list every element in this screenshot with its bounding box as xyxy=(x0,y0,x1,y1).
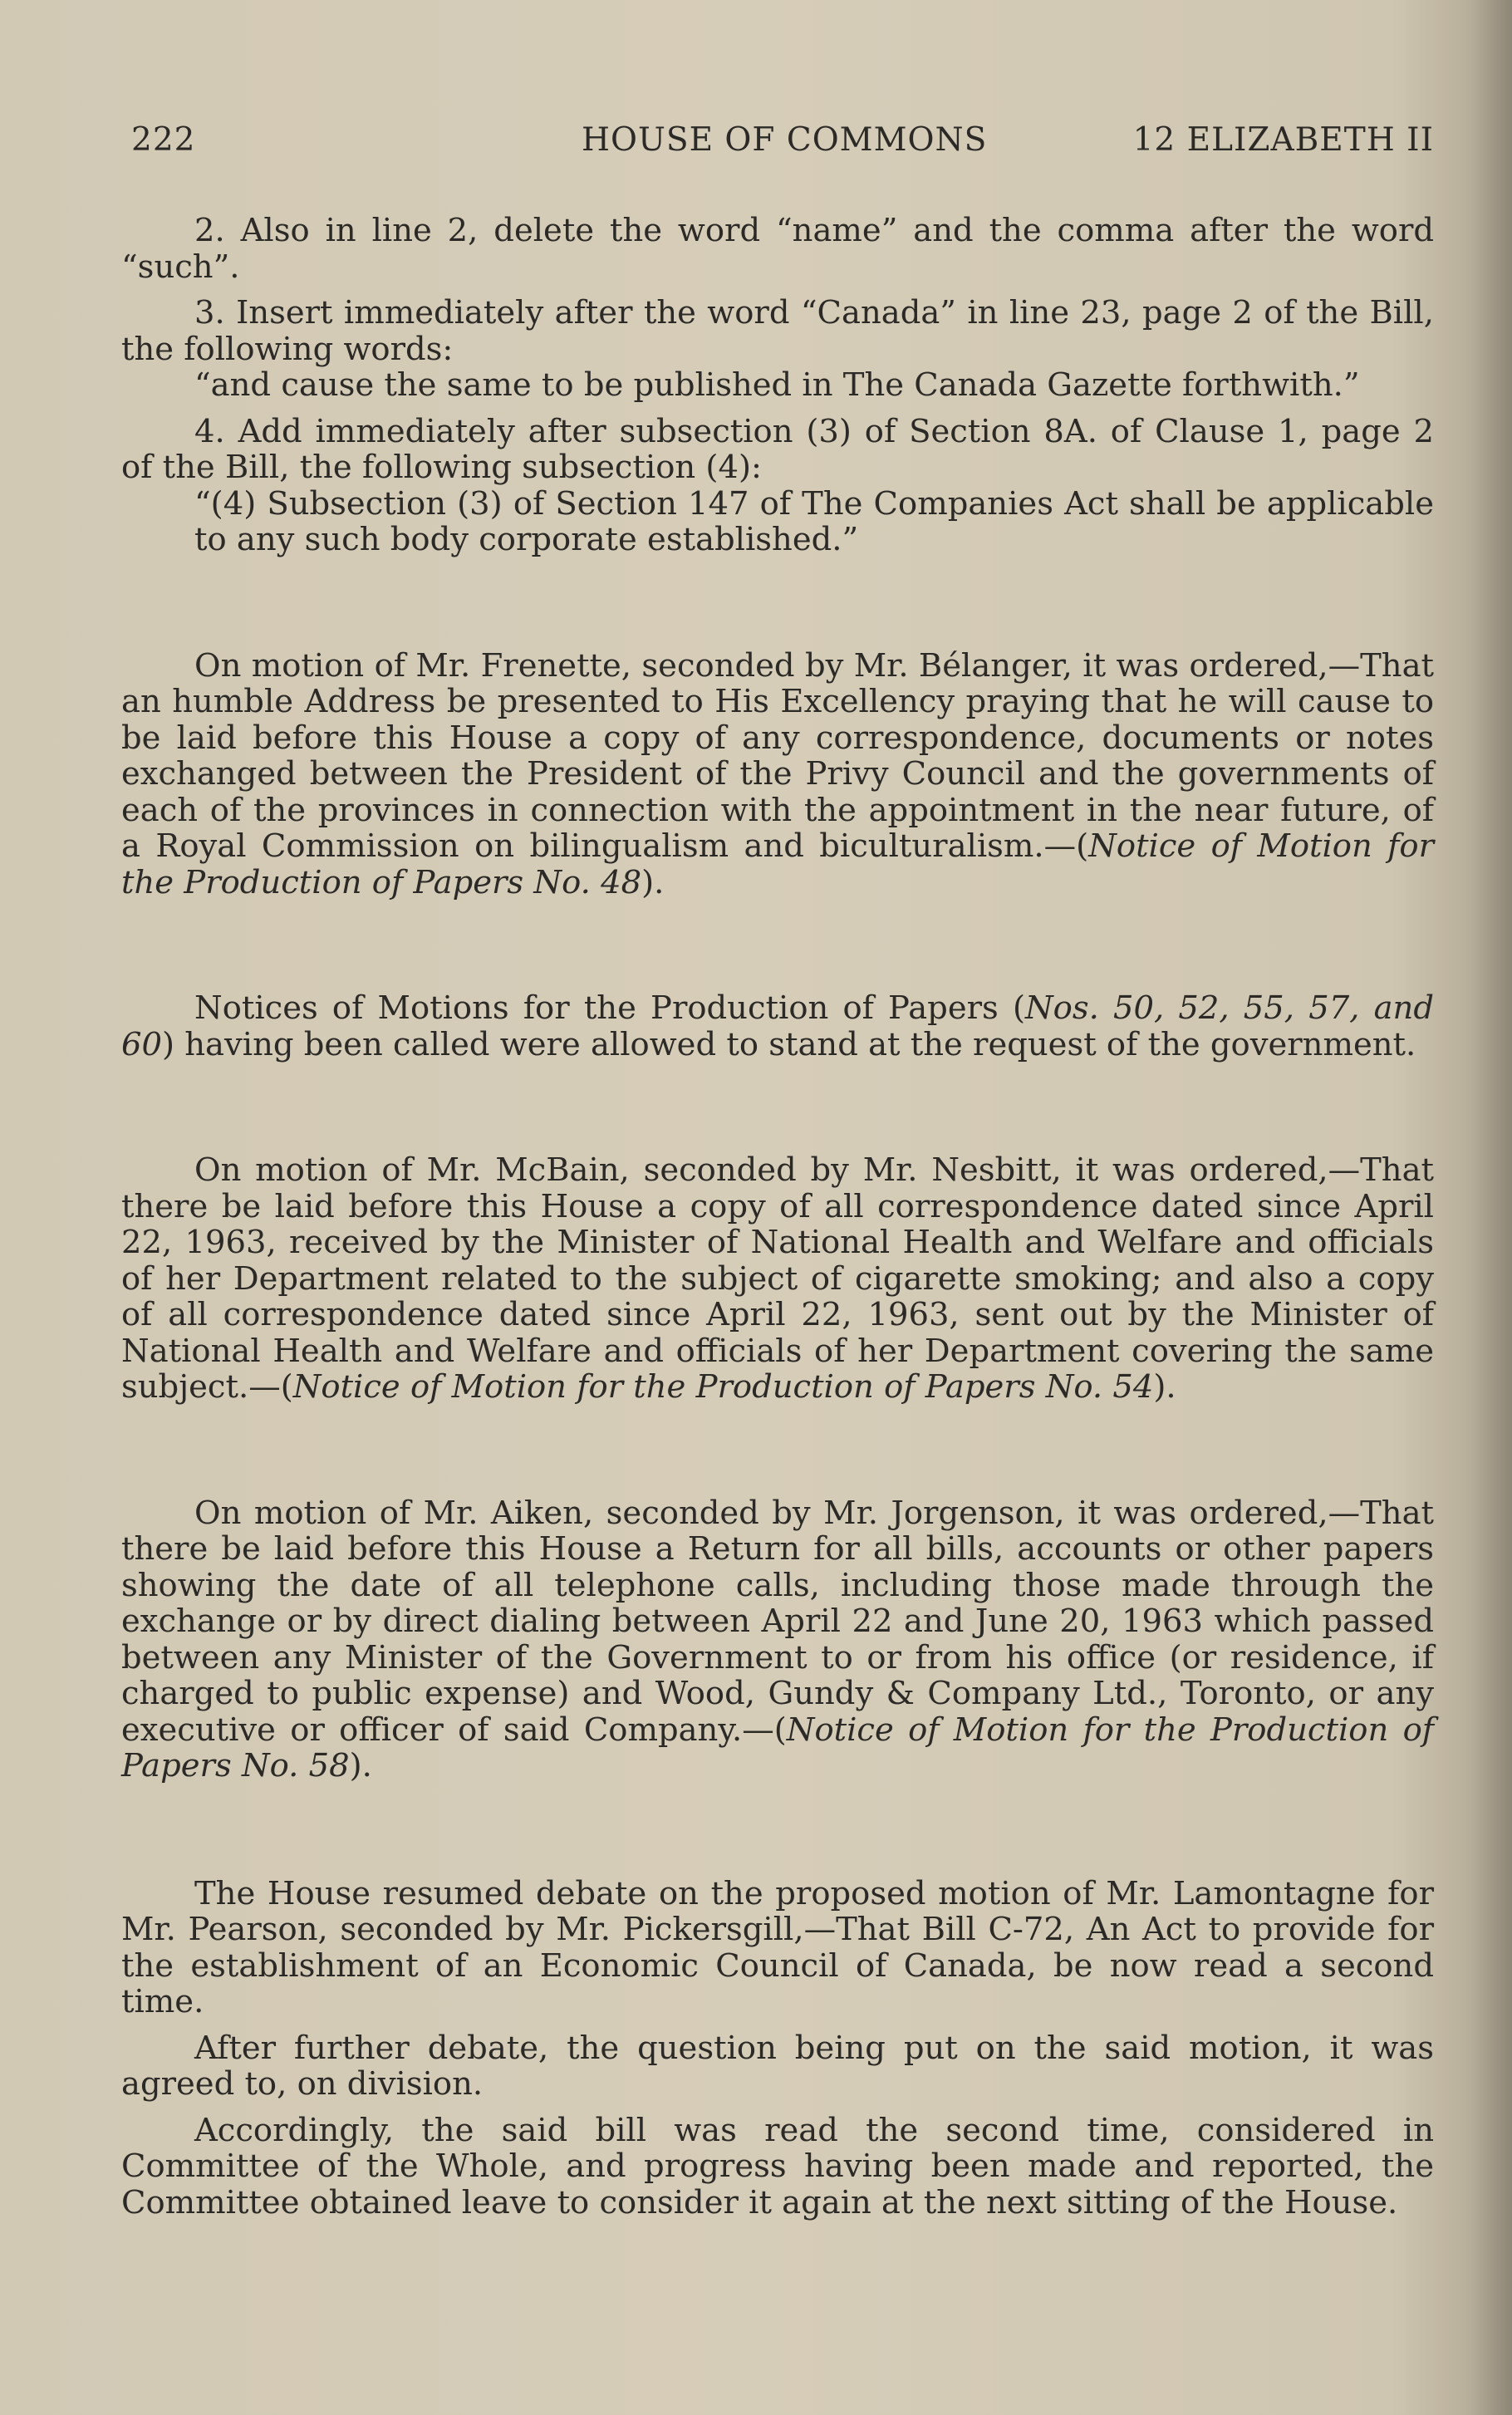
amendment-item-3-quote: “and cause the same to be published in The Canada Gazette forthwith.” xyxy=(194,366,1360,404)
notices-stand xyxy=(121,990,1434,1063)
motion-mcbain-notice: Notice of Motion for the Production of Papers No. 54 xyxy=(292,1368,1154,1406)
motion-frenette-close: ). xyxy=(641,863,665,901)
amendment-item-4-quote: “(4) Subsection (3) of Section 147 of The Companies Act shall be applicable to any such body corporate established.” xyxy=(194,484,1434,558)
regnal-year: 12 ELIZABETH II xyxy=(1132,121,1434,159)
bill-c72-division: After further debate, the question being put on the said motion, it was agreed to, on division. xyxy=(121,2029,1434,2103)
motion-frenette-text: On motion of Mr. Frenette, seconded by Mr. Bélanger, it was ordered,—That an humble Address be presented to His Excellency praying that he will cause to be laid before this House a copy of any correspondence, documents or notes exchanged between the President of the Privy Council and the governments of each of the provinces in connection with the appointment in the near future, of a Royal Commission on bilingualism and biculturalism.—( xyxy=(121,646,1434,865)
motion-mcbain-close: ). xyxy=(1153,1368,1176,1406)
motion-aiken-close: ). xyxy=(349,1747,372,1784)
bill-c72-debate: The House resumed debate on the proposed motion of Mr. Lamontagne for Mr. Pearson, seconded by Mr. Pickersgill,—That Bill C-72, An Act to provide for the establishment of an Economic Council of Canada, be now read a second time. xyxy=(121,1874,1434,2020)
running-head xyxy=(131,121,1434,163)
amendment-item-3: 3. Insert immediately after the word “Canada” in line 23, page 2 of the Bill, the following words: xyxy=(121,294,1434,368)
motion-aiken xyxy=(121,1495,1434,1784)
amendment-item-4: 4. Add immediately after subsection (3) of Section 8A. of Clause 1, page 2 of the Bill, the following subsection (4): xyxy=(121,412,1434,486)
motion-frenette-notice: Notice of Motion for the Production of Papers No. 48 xyxy=(121,827,1434,901)
motion-aiken-text: On motion of Mr. Aiken, seconded by Mr. Jorgenson, it was ordered,—That there be laid before this House a Return for all bills, accounts or other papers showing the date of all telephone calls, including those made through the exchange or by direct dialing between April 22 and June 20, 1963 which passed between any Minister of the Government to or from his office (or residence, if charged to public expense) and Wood, Gundy & Company Ltd., Toronto, or any executive or officer of said Company.—( xyxy=(121,1494,1434,1749)
notices-stand-close: ) having been called were allowed to stand at the request of the government. xyxy=(162,1025,1416,1063)
page-body xyxy=(121,213,1434,2221)
motion-frenette xyxy=(121,648,1434,901)
bill-c72-committee: Accordingly, the said bill was read the second time, considered in Committee of the Whole, and progress having been made and reported, the Committee obtained leave to consider it again at the next sitting of the House. xyxy=(121,2111,1434,2221)
page-title: HOUSE OF COMMONS xyxy=(582,121,988,159)
notices-stand-numbers: Nos. 50, 52, 55, 57, and 60 xyxy=(121,989,1434,1063)
motion-mcbain-text: On motion of Mr. McBain, seconded by Mr. Nesbitt, it was ordered,—That there be laid before this House a copy of all correspondence dated since April 22, 1963, received by the Minister of National Health and Welfare and officials of her Department related to the subject of cigarette smoking; and also a copy of all correspondence dated since April 22, 1963, sent out by the Minister of National Health and Welfare and officials of her Department covering the same subject.—( xyxy=(121,1151,1434,1406)
motion-aiken-notice: Notice of Motion for the Production of Papers No. 58 xyxy=(121,1711,1434,1784)
page-number: 222 xyxy=(131,121,196,159)
motion-mcbain xyxy=(121,1152,1434,1406)
notices-stand-text: Notices of Motions for the Production of Papers ( xyxy=(194,989,1025,1027)
amendment-item-2: 2. Also in line 2, delete the word “name” and the comma after the word “such”. xyxy=(121,212,1434,286)
